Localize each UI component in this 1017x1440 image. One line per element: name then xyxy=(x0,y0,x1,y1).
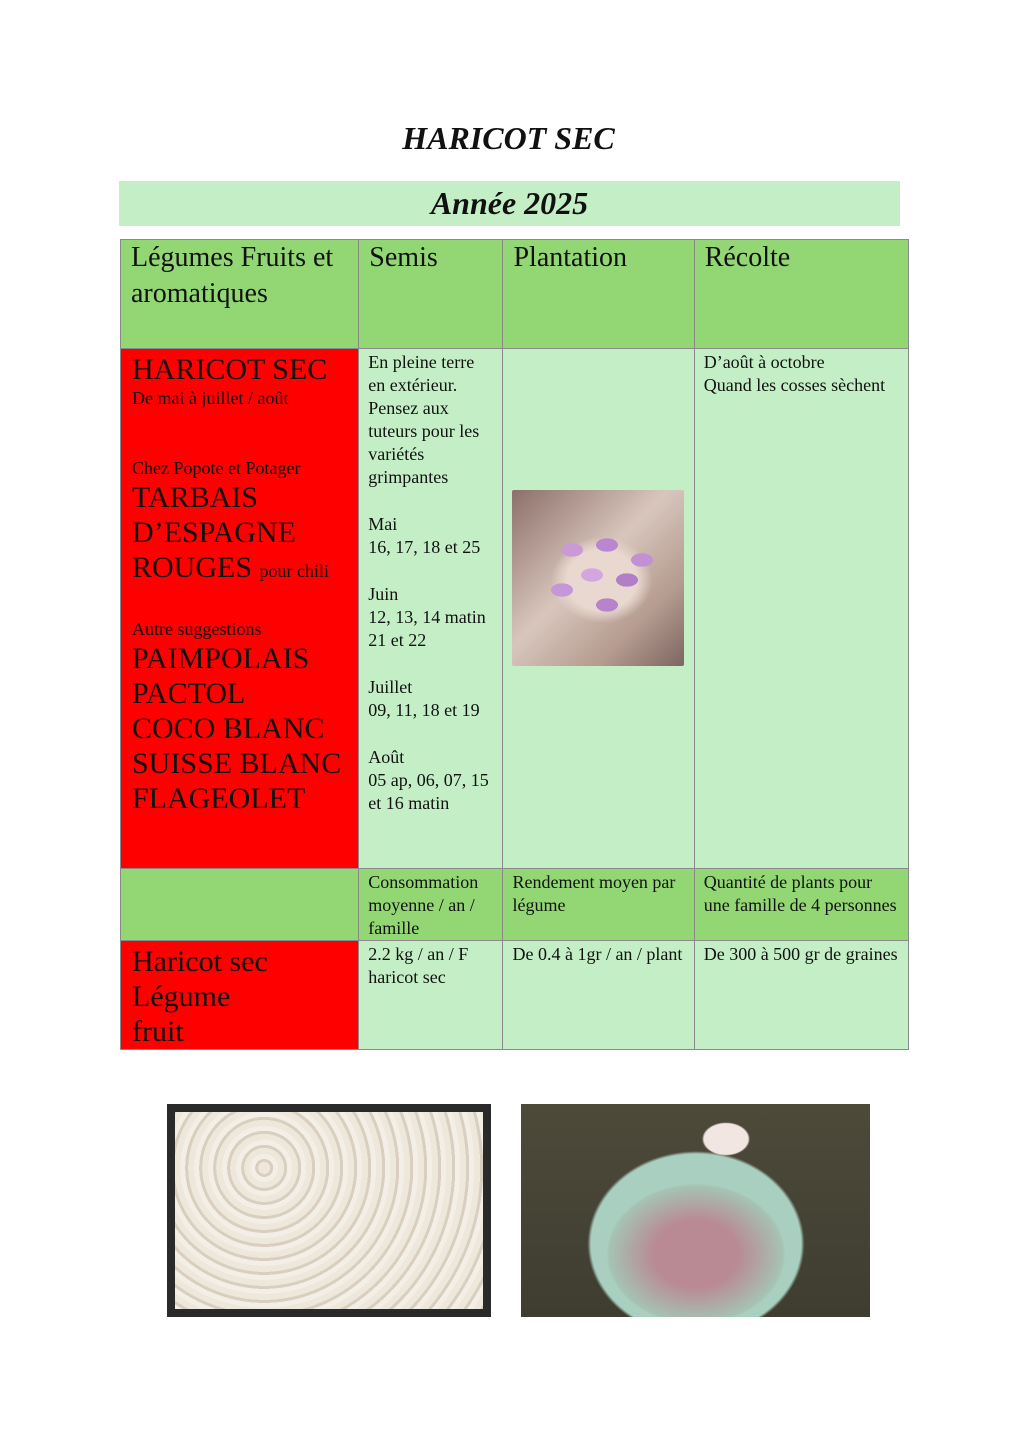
plantation-cell xyxy=(503,349,694,869)
suggestion-item: PACTOL xyxy=(132,677,246,710)
page-title: HARICOT SEC xyxy=(402,120,615,156)
semis-cell xyxy=(359,349,503,869)
suggestions-label: Autre suggestions xyxy=(132,619,262,639)
suggestion-item: COCO BLANC xyxy=(132,712,325,745)
planting-table xyxy=(120,239,909,1050)
vegetable-name: HARICOT SEC xyxy=(132,353,328,386)
variety-note: pour chili xyxy=(259,561,330,581)
suggestion-item: PAIMPOLAIS xyxy=(132,642,310,675)
recolte-period: D’août à octobre xyxy=(703,352,825,372)
recolte-cell xyxy=(694,349,908,869)
stats-yield-cell: De 0.4 à 1gr / an / plant xyxy=(503,941,694,1050)
stats-name-cell xyxy=(121,941,359,1050)
semis-month-august: Août 05 ap, 06, 07, 15 et 16 matin xyxy=(368,747,489,813)
suggestion-item: SUISSE BLANC xyxy=(132,747,342,780)
stats-consumption-cell: 2.2 kg / an / F haricot sec xyxy=(359,941,503,1050)
recolte-condition: Quand les cosses sèchent xyxy=(703,375,886,395)
stats-quantity-cell: De 300 à 500 gr de graines xyxy=(694,941,908,1050)
table-header-row xyxy=(121,240,909,349)
stats-header-quantity: Quantité de plants pour une famille de 4 personnes xyxy=(694,869,908,941)
stats-header-consumption: Consommation moyenne / an / famille xyxy=(359,869,503,941)
bean-seeds-photo xyxy=(512,490,684,666)
header-semis: Semis xyxy=(359,240,503,349)
variety-item: ROUGES pour chili xyxy=(132,551,330,584)
shelling-pods-photo xyxy=(521,1104,870,1317)
stats-header-empty xyxy=(121,869,359,941)
stats-name: Haricot sec Légume fruit xyxy=(132,945,268,1048)
stats-header-yield: Rendement moyen par légume xyxy=(503,869,694,941)
semis-month-june: Juin 12, 13, 14 matin 21 et 22 xyxy=(368,584,486,650)
header-vegetables: Légumes Fruits et aromatiques xyxy=(121,240,359,349)
variety-item: D’ESPAGNE xyxy=(132,516,296,549)
stats-row xyxy=(121,941,909,1050)
vegetable-period: De mai à juillet / août xyxy=(132,388,289,408)
header-plantation: Plantation xyxy=(503,240,694,349)
semis-month-july: Juillet 09, 11, 18 et 19 xyxy=(368,677,480,720)
year-banner xyxy=(119,181,900,226)
year-label: Année 2025 xyxy=(430,185,589,221)
vegetable-cell xyxy=(121,349,359,869)
stats-header-row xyxy=(121,869,909,941)
main-row xyxy=(121,349,909,869)
semis-month-may: Mai 16, 17, 18 et 25 xyxy=(368,514,481,557)
variety-item: TARBAIS xyxy=(132,481,258,514)
suggestion-item: FLAGEOLET xyxy=(132,782,306,815)
supplier-label: Chez Popote et Potager xyxy=(132,458,301,478)
semis-intro: En pleine terre en extérieur. Pensez aux tuteurs pour les variétés grimpantes xyxy=(368,352,480,487)
white-beans-photo xyxy=(167,1104,491,1317)
header-recolte: Récolte xyxy=(694,240,908,349)
